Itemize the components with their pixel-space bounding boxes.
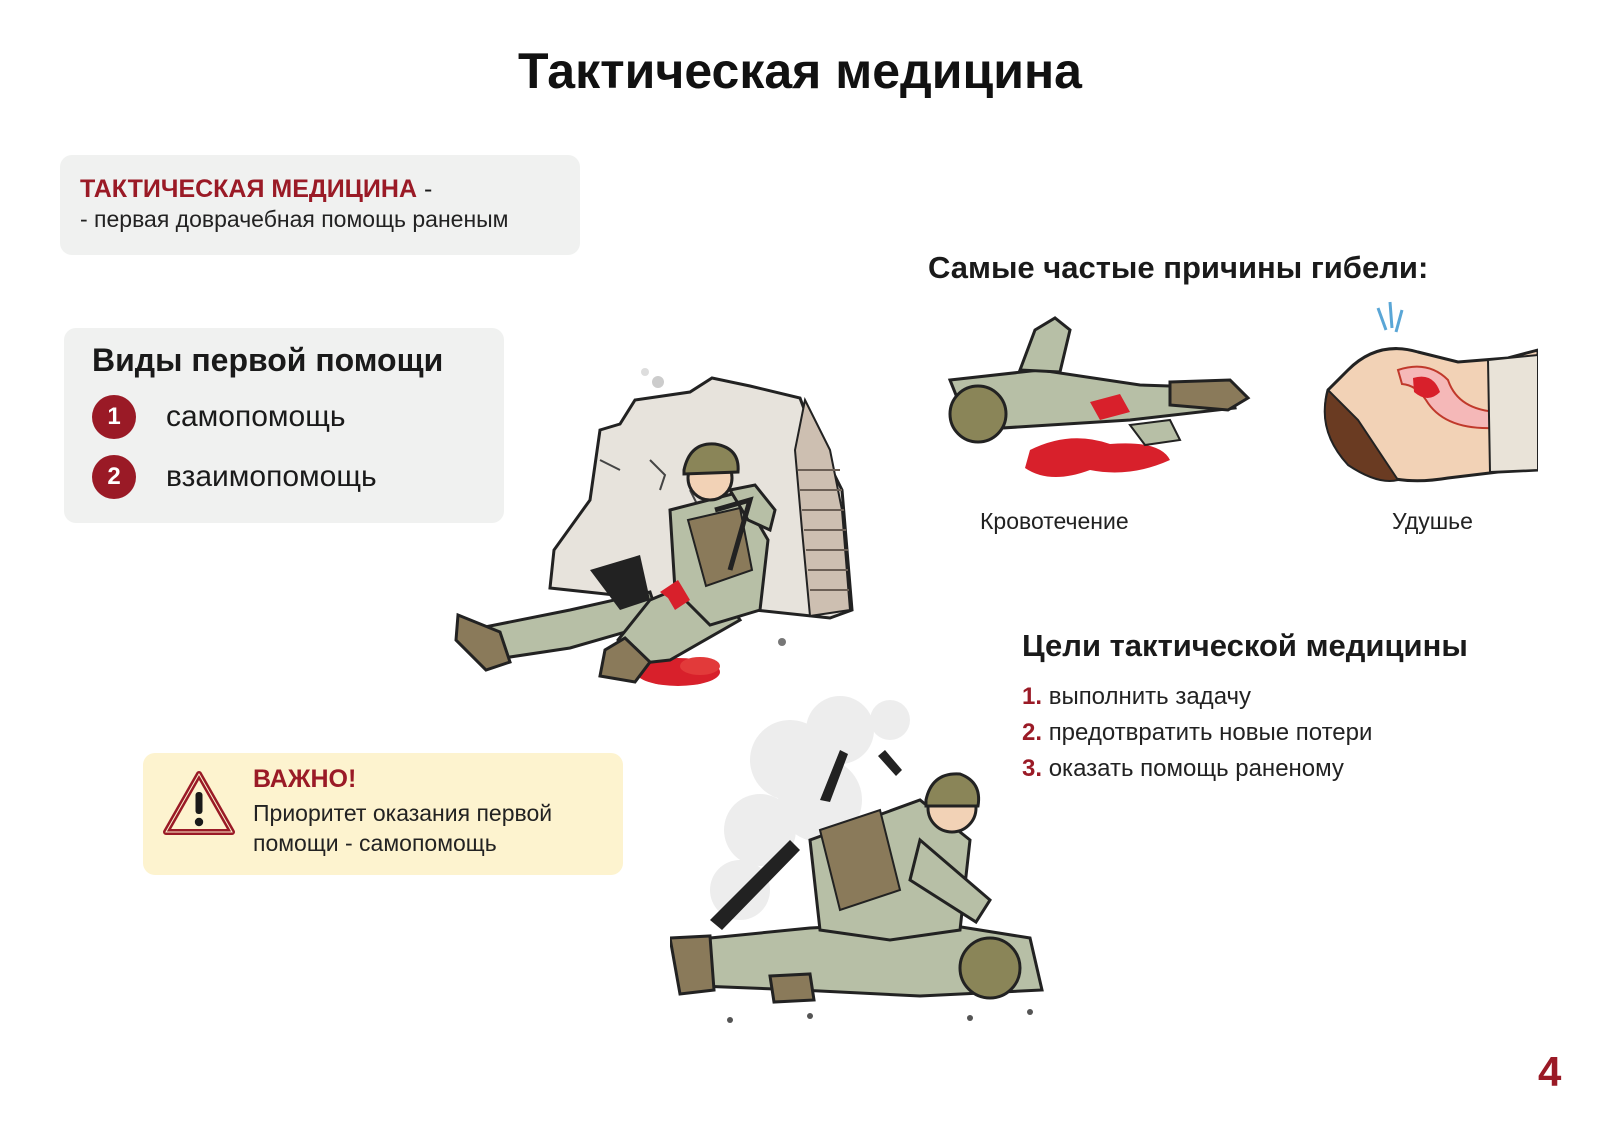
goal-text: предотвратить новые потери <box>1048 719 1373 746</box>
important-line: помощи - самопомощь <box>253 830 497 856</box>
causes-title: Самые частые причины гибели: <box>928 250 1429 285</box>
number-badge: 2 <box>92 455 136 499</box>
page-number: 4 <box>1538 1048 1562 1095</box>
goal-text: выполнить задачу <box>1048 683 1252 710</box>
cause-label: Кровотечение <box>980 508 1129 534</box>
definition-term: ТАКТИЧЕСКАЯ МЕДИЦИНА <box>80 175 418 203</box>
definition-dash: - <box>417 175 433 203</box>
number-badge: 1 <box>92 395 136 439</box>
soldier-bleeding-illustration <box>930 310 1260 490</box>
aid-type-item <box>92 455 476 499</box>
page-title: Тактическая медицина <box>518 43 1082 99</box>
soldier-helping-wounded-illustration <box>670 690 1090 1050</box>
goals-title: Цели тактической медицины <box>1022 628 1468 663</box>
goal-number: 1. <box>1022 683 1043 710</box>
important-text <box>253 798 603 858</box>
aid-type-label: взаимопомощь <box>166 460 377 493</box>
airway-choking-illustration <box>1318 300 1538 490</box>
aid-type-label: самопомощь <box>166 400 346 433</box>
warning-triangle-icon <box>162 770 236 836</box>
aid-type-item <box>92 395 476 439</box>
definition-box <box>60 155 580 255</box>
cause-label: Удушье <box>1392 508 1473 534</box>
important-title: ВАЖНО! <box>253 765 357 793</box>
goal-number: 2. <box>1022 719 1043 746</box>
goal-text: оказать помощь раненому <box>1048 755 1344 782</box>
important-line: Приоритет оказания первой <box>253 800 553 826</box>
definition-text: - первая доврачебная помощь раненым <box>80 206 509 232</box>
aid-types-title: Виды первой помощи <box>92 342 444 378</box>
goal-number: 3. <box>1022 755 1043 782</box>
aid-types-box <box>64 328 504 523</box>
wounded-soldier-against-wall-illustration <box>450 360 870 710</box>
